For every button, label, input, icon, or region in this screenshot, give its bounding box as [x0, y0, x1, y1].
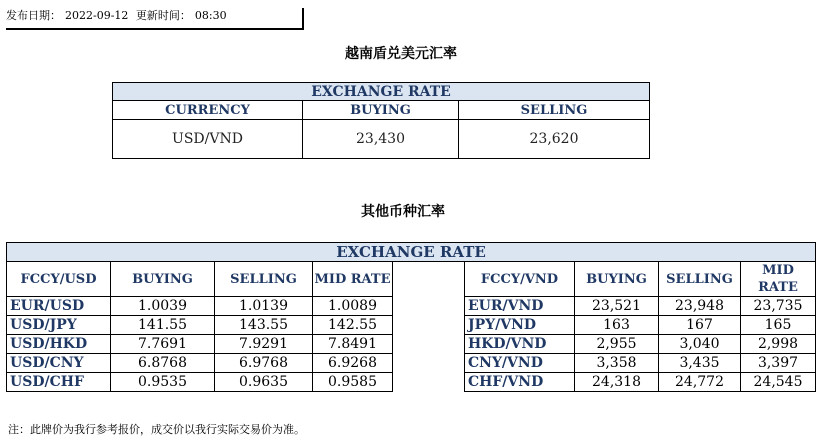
buying: 6.8768 — [111, 354, 215, 373]
buying: 7.7691 — [111, 335, 215, 354]
table-row — [7, 335, 816, 354]
table-row — [113, 120, 650, 159]
selling: 1.0139 — [215, 297, 313, 316]
pair: JPY/VND — [465, 316, 575, 335]
selling: 24,772 — [659, 373, 741, 392]
buying: 2,955 — [575, 335, 659, 354]
mid-rate: 7.8491 — [313, 335, 393, 354]
publish-date-label: 发布日期： — [6, 9, 61, 22]
table-row — [7, 316, 816, 335]
buying: 23,521 — [575, 297, 659, 316]
selling: 23,948 — [659, 297, 741, 316]
mid-rate: 6.9268 — [313, 354, 393, 373]
other-rates-table — [6, 242, 816, 392]
selling: 7.9291 — [215, 335, 313, 354]
buying: 163 — [575, 316, 659, 335]
col-fccy-vnd: FCCY/VND — [465, 262, 575, 297]
update-time-label: 更新时间： — [135, 9, 191, 22]
buying: 141.55 — [111, 316, 215, 335]
disclaimer-note: 注：此牌价为我行参考报价，成交价以我行实际交易价为准。 — [8, 423, 305, 436]
usd-vnd-rate-table — [112, 82, 650, 159]
usd-selling: 23,620 — [459, 120, 650, 159]
buying: 3,358 — [575, 354, 659, 373]
publish-info — [6, 8, 304, 30]
pair: CNY/VND — [465, 354, 575, 373]
other-table-header: EXCHANGE RATE — [7, 243, 816, 262]
mid-rate: 3,397 — [741, 354, 816, 373]
pair: USD/JPY — [7, 316, 111, 335]
mid-rate: 142.55 — [313, 316, 393, 335]
usd-currency: USD/VND — [113, 120, 303, 159]
buying: 0.9535 — [111, 373, 215, 392]
col-mid-rate: MID RATE — [313, 262, 393, 297]
usd-section-title: 越南盾兑美元汇率 — [345, 46, 457, 62]
other-section-title: 其他币种汇率 — [361, 204, 445, 220]
mid-rate: 23,735 — [741, 297, 816, 316]
table-row — [7, 297, 816, 316]
pair: EUR/USD — [7, 297, 111, 316]
selling: 143.55 — [215, 316, 313, 335]
pair: USD/HKD — [7, 335, 111, 354]
selling: 3,040 — [659, 335, 741, 354]
spacer — [393, 297, 465, 316]
mid-rate: 2,998 — [741, 335, 816, 354]
buying: 1.0039 — [111, 297, 215, 316]
pair: USD/CHF — [7, 373, 111, 392]
col-selling: SELLING — [659, 262, 741, 297]
col-buying: BUYING — [303, 101, 459, 120]
table-row — [7, 354, 816, 373]
table-row — [7, 373, 816, 392]
publish-date-value: 2022-09-12 — [65, 9, 129, 22]
pair: EUR/VND — [465, 297, 575, 316]
buying: 24,318 — [575, 373, 659, 392]
pair: CHF/VND — [465, 373, 575, 392]
col-fccy-usd: FCCY/USD — [7, 262, 111, 297]
pair: HKD/VND — [465, 335, 575, 354]
mid-rate: 0.9585 — [313, 373, 393, 392]
col-buying: BUYING — [575, 262, 659, 297]
spacer — [393, 316, 465, 335]
spacer — [393, 335, 465, 354]
pair: USD/CNY — [7, 354, 111, 373]
col-currency: CURRENCY — [113, 101, 303, 120]
selling: 0.9635 — [215, 373, 313, 392]
selling: 6.9768 — [215, 354, 313, 373]
spacer — [393, 262, 465, 297]
usd-table-header: EXCHANGE RATE — [113, 83, 650, 101]
col-buying: BUYING — [111, 262, 215, 297]
mid-rate: 165 — [741, 316, 816, 335]
selling: 167 — [659, 316, 741, 335]
usd-buying: 23,430 — [303, 120, 459, 159]
col-selling: SELLING — [215, 262, 313, 297]
spacer — [393, 373, 465, 392]
col-mid-rate: MID RATE — [741, 262, 816, 297]
mid-rate: 24,545 — [741, 373, 816, 392]
col-selling: SELLING — [459, 101, 650, 120]
mid-rate: 1.0089 — [313, 297, 393, 316]
update-time-value: 08:30 — [194, 9, 227, 22]
selling: 3,435 — [659, 354, 741, 373]
spacer — [393, 354, 465, 373]
